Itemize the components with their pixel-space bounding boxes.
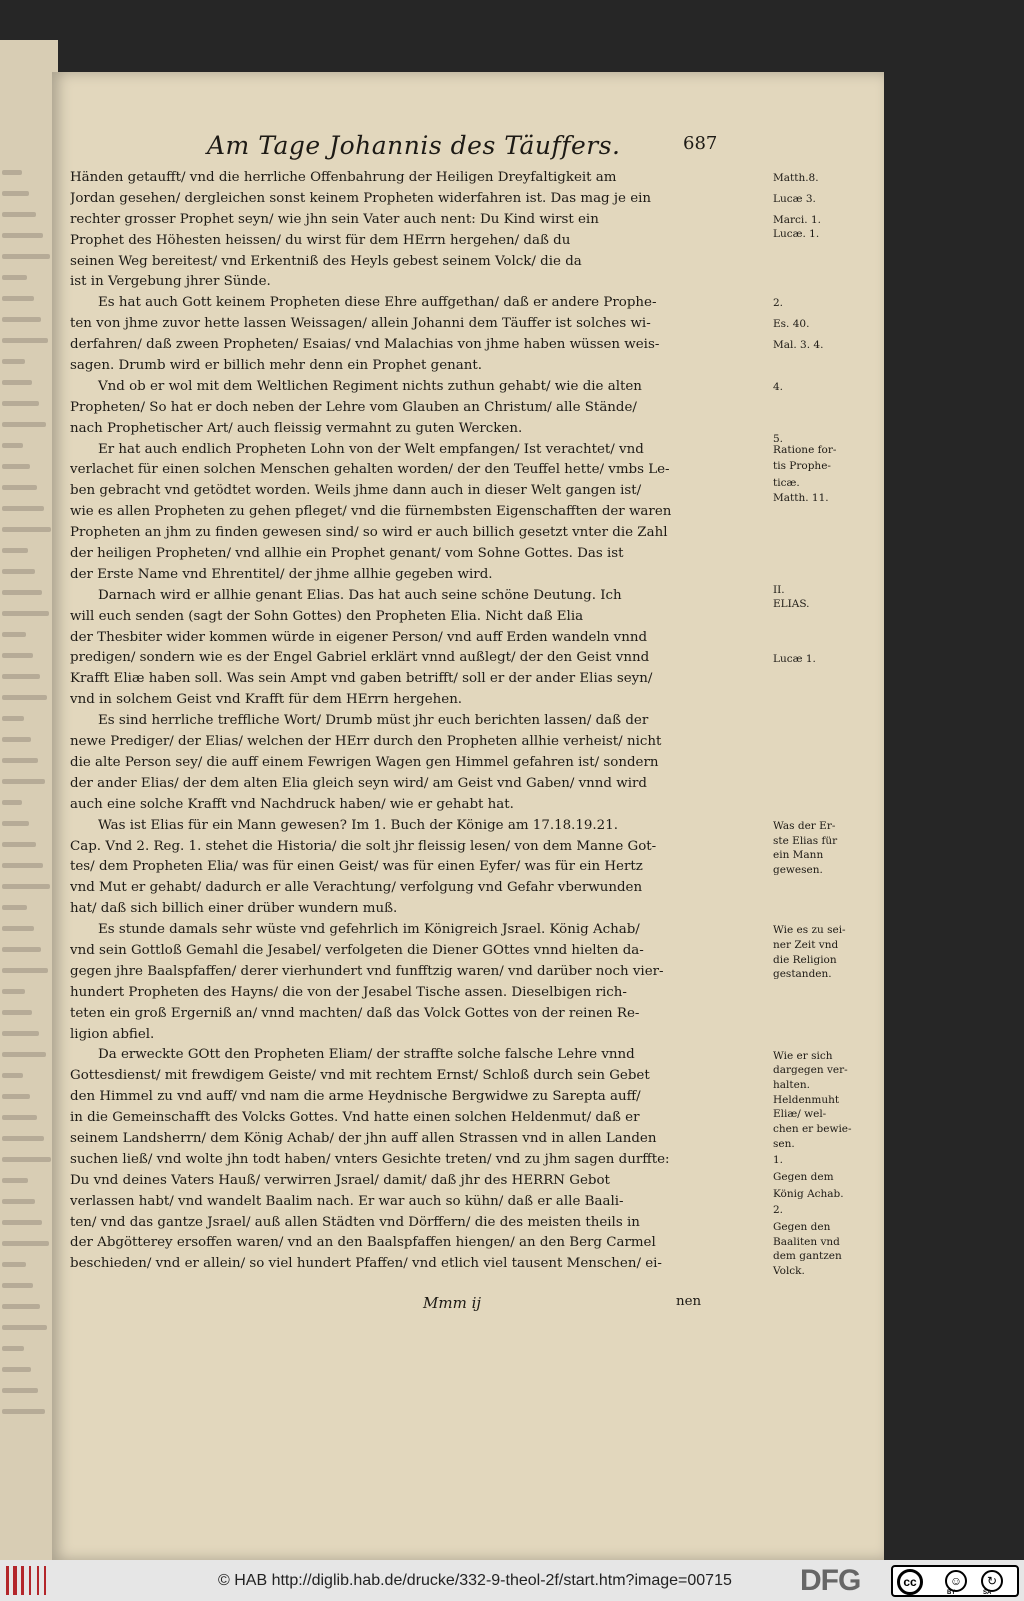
- text-line: Krafft Eliæ haben soll. Was sein Ampt vnd gaben betrifft/ soll er der ander Elias seyn/: [70, 671, 653, 687]
- margin-note: Heldenmuht: [773, 1093, 840, 1106]
- text-line: die alte Person sey/ die auff einem Fewrigen Wagen gen Himmel gefahren ist/ sondern: [70, 754, 659, 770]
- previous-page-edge: [0, 40, 58, 1560]
- bleed-text-stroke: [2, 1136, 44, 1141]
- bleed-text-stroke: [2, 968, 48, 973]
- bleed-text-stroke: [2, 1388, 38, 1393]
- footer-source-link[interactable]: © HAB http://diglib.hab.de/drucke/332-9-theol-2f/start.htm?image=00715: [218, 1572, 732, 1589]
- bleed-text-stroke: [2, 1346, 24, 1351]
- margin-note: Matth.8.: [773, 172, 819, 184]
- bleed-text-stroke: [2, 401, 39, 406]
- bleed-text-stroke: [2, 485, 37, 490]
- text-line: derfahren/ daß zween Propheten/ Esaias/ vnd Malachias von jhme haben wüssen weis-: [70, 337, 660, 353]
- body-text: [70, 168, 852, 1278]
- text-line: ligion abfiel.: [70, 1026, 155, 1042]
- text-line: Prophet des Höhesten heissen/ du wirst für dem HErrn hergehen/ daß du: [70, 232, 571, 248]
- text-line: suchen ließ/ vnd wolte jhn todt haben/ vnters Gesichte treten/ vnd zu jhm sagen durffte:: [70, 1151, 670, 1167]
- margin-note: Lucæ. 1.: [773, 228, 820, 241]
- cc-license-badge[interactable]: [891, 1565, 1019, 1597]
- text-line: Jordan gesehen/ dergleichen sonst keinem Propheten widerfahren ist. Das mag je ein: [70, 190, 652, 206]
- text-line: ist in Vergebung jhrer Sünde.: [70, 274, 271, 290]
- bleed-text-stroke: [2, 737, 31, 742]
- text-line: den Himmel zu vnd auff/ vnd nam die arme Heydnische Bergwidwe zu Sarepta auff/: [70, 1089, 641, 1105]
- text-line: rechter grosser Prophet seyn/ wie jhn sein Vater auch nent: Du Kind wirst ein: [70, 211, 599, 227]
- bleed-text-stroke: [2, 1262, 26, 1267]
- barcode-bar: [37, 1566, 39, 1595]
- margin-note: ELIAS.: [773, 598, 810, 611]
- text-line: ten von jhme zuvor hette lassen Weissagen/ allein Johanni dem Täuffer ist solches wi-: [70, 316, 651, 332]
- bleed-text-stroke: [2, 800, 22, 805]
- bleed-text-stroke: [2, 1199, 35, 1204]
- margin-note: Es. 40.: [773, 318, 810, 331]
- text-line: Es hat auch Gott keinem Propheten diese Ehre auffgethan/ daß er andere Prophe-: [98, 295, 657, 311]
- text-line: beschieden/ vnd er allein/ so viel hundert Pfaffen/ vnd etlich viel tausent Menschen/ ei-: [70, 1256, 662, 1272]
- margin-note: 4.: [773, 381, 784, 393]
- bleed-text-stroke: [2, 443, 23, 448]
- margin-note: ticæ.: [773, 477, 800, 490]
- margin-note: Ratione for-: [773, 443, 837, 456]
- bleed-text-stroke: [2, 1220, 42, 1225]
- bleed-text-stroke: [2, 1178, 28, 1183]
- bleed-text-stroke: [2, 569, 35, 574]
- bleed-text-stroke: [2, 1073, 23, 1078]
- by-label: BY: [947, 1590, 956, 1596]
- text-line: seinen Weg bereitest/ vnd Erkentniß des Heyls gebest seinem Volck/ die da: [70, 253, 582, 269]
- bleed-text-stroke: [2, 1010, 32, 1015]
- bleed-text-stroke: [2, 296, 34, 301]
- text-line: der Erste Name vnd Ehrentitel/ der jhme allhie gegeben wird.: [70, 566, 493, 582]
- text-line: Es sind herrliche treffliche Wort/ Drumb müst jhr euch berichten lassen/ daß der: [98, 713, 649, 729]
- text-line: will euch senden (sagt der Sohn Gottes) den Propheten Elia. Nicht daß Elia: [70, 608, 584, 624]
- text-line: tes/ dem Propheten Elia/ was für einen Geist/ was für einen Eyfer/ was für ein Hertz: [70, 859, 643, 875]
- bleed-text-stroke: [2, 884, 50, 889]
- text-line: hundert Propheten des Hayns/ die von der Jesabel Tische assen. Dieselbigen rich-: [70, 984, 627, 1000]
- bleed-text-stroke: [2, 842, 36, 847]
- margin-note: Baaliten vnd: [773, 1235, 840, 1248]
- text-line: der ander Elias/ der dem alten Elia gleich seyn wird/ am Geist vnd Gaben/ vnnd wird: [70, 775, 647, 791]
- margin-note: II.: [773, 583, 785, 596]
- bleed-text-stroke: [2, 821, 29, 826]
- bleed-text-stroke: [2, 170, 22, 175]
- margin-note: Gegen dem: [773, 1171, 834, 1184]
- margin-note: Was der Er-: [773, 819, 836, 832]
- bleed-text-stroke: [2, 989, 25, 994]
- cc-icon: cc: [897, 1569, 923, 1595]
- bleed-text-stroke: [2, 422, 46, 427]
- margin-note: ein Mann: [773, 849, 824, 862]
- text-line: Es stunde damals sehr wüste vnd gefehrlich im Königreich Jsrael. König Achab/: [98, 922, 640, 938]
- text-line: Darnach wird er allhie genant Elias. Das hat auch seine schöne Deutung. Ich: [98, 587, 622, 603]
- bleed-text-stroke: [2, 1409, 45, 1414]
- text-line: auch eine solche Krafft vnd Nachdruck haben/ wie er gehabt hat.: [70, 796, 514, 812]
- text-line: Gottesdienst/ mit frewdigem Geiste/ vnd mit rechtem Ernst/ Schloß durch sein Gebet: [70, 1068, 650, 1084]
- bleed-text-stroke: [2, 464, 30, 469]
- text-line: Vnd ob er wol mit dem Weltlichen Regiment nichts zuthun gehabt/ wie die alten: [98, 378, 642, 394]
- catchword: nen: [676, 1294, 702, 1309]
- text-line: nach Prophetischer Art/ auch fleissig vermahnt zu guten Wercken.: [70, 420, 523, 436]
- margin-note: 2.: [773, 1204, 784, 1217]
- margin-note: König Achab.: [773, 1187, 844, 1200]
- barcode-bar: [13, 1566, 17, 1595]
- margin-note: ste Elias für: [773, 834, 838, 847]
- margin-note: chen er bewie-: [773, 1122, 852, 1135]
- bleed-text-stroke: [2, 758, 38, 763]
- bleed-text-stroke: [2, 1031, 39, 1036]
- margin-note: Wie er sich: [773, 1049, 833, 1062]
- text-line: newe Prediger/ der Elias/ welchen der HErr durch den Propheten allhie verheist/ nicht: [70, 734, 662, 750]
- barcode-bar: [21, 1566, 24, 1595]
- text-line: wie es allen Propheten zu gehen pfleget/ vnd die fürnembsten Eigenschafften der waren: [70, 504, 672, 520]
- sa-label: SA: [983, 1590, 992, 1596]
- text-line: Er hat auch endlich Propheten Lohn von der Welt empfangen/ Ist verachtet/ vnd: [98, 441, 644, 457]
- margin-note: 5.: [773, 433, 784, 446]
- bleed-text-stroke: [2, 275, 27, 280]
- text-line: Propheten/ So hat er doch neben der Lehre vom Glauben an Christum/ alle Stände/: [70, 399, 637, 415]
- bleed-text-stroke: [2, 1052, 46, 1057]
- text-line: vnd Mut er gehabt/ dadurch er alle Verachtung/ verfolgung vnd Gefahr vberwunden: [70, 880, 643, 896]
- signature-mark: Mmm ij: [423, 1294, 482, 1312]
- text-line: Du vnd deines Vaters Hauß/ verwirren Jsrael/ damit/ daß jhr des HERRN Gebot: [70, 1172, 610, 1188]
- page-number: 687: [683, 133, 718, 154]
- text-line: hat/ daß sich billich einer drüber wundern muß.: [70, 901, 398, 917]
- margin-note: sen.: [773, 1137, 795, 1150]
- bleed-text-stroke: [2, 863, 43, 868]
- bleed-text-stroke: [2, 254, 50, 259]
- bleed-text-stroke: [2, 905, 27, 910]
- text-line: teten ein groß Ergerniß an/ vnnd machten/ daß das Volck Gottes von der reinen Re-: [70, 1005, 640, 1021]
- margin-note: halten.: [773, 1079, 810, 1092]
- bleed-text-stroke: [2, 779, 45, 784]
- text-line: Händen getaufft/ vnd die herrliche Offenbahrung der Heiligen Dreyfaltigkeit am: [70, 170, 617, 185]
- margin-note: Wie es zu sei-: [773, 924, 846, 937]
- text-line: der Abgötterey ersoffen waren/ vnd an den Baalspfaffen hiengen/ an den Berg Carmel: [70, 1235, 656, 1251]
- bleed-text-stroke: [2, 1283, 33, 1288]
- margin-note: gewesen.: [773, 863, 823, 876]
- bleed-text-stroke: [2, 233, 43, 238]
- person-icon: ☺: [945, 1570, 967, 1592]
- text-line: ten/ vnd das gantze Jsrael/ auß allen Städten vnd Dörffern/ die des meisten theils in: [70, 1214, 640, 1230]
- margin-note: Eliæ/ wel-: [773, 1108, 827, 1121]
- bleed-text-stroke: [2, 380, 32, 385]
- bleed-text-stroke: [2, 632, 26, 637]
- margin-note: 1.: [773, 1154, 784, 1167]
- text-line: Propheten an jhm zu finden gewesen sind/ so wird er auch billich gesetzt vnter die Zahl: [70, 525, 668, 541]
- text-line: der Thesbiter wider kommen würde in eigener Person/ vnd auff Erden wandeln vnnd: [70, 629, 648, 645]
- bleed-text-stroke: [2, 653, 33, 658]
- dfg-logo: DFG: [800, 1564, 861, 1597]
- text-line: sagen. Drumb wird er billich mehr denn ein Prophet genant.: [70, 358, 483, 374]
- bleed-text-stroke: [2, 1115, 37, 1120]
- text-line: ben gebracht vnd getödtet worden. Weils jhme dann auch in dieser Welt gangen ist/: [70, 483, 642, 499]
- bleed-text-stroke: [2, 611, 49, 616]
- bleed-text-stroke: [2, 317, 41, 322]
- bleed-text-stroke: [2, 527, 51, 532]
- bleed-text-stroke: [2, 359, 25, 364]
- bleed-text-stroke: [2, 926, 34, 931]
- bleed-text-stroke: [2, 1241, 49, 1246]
- text-line: verlachet für einen solchen Menschen gehalten worden/ der den Teuffel hette/ vmbs Le-: [70, 462, 670, 478]
- margin-note: ner Zeit vnd: [773, 939, 839, 952]
- bleed-text-stroke: [2, 212, 36, 217]
- text-line: Was ist Elias für ein Mann gewesen? Im 1. Buch der Könige am 17.18.19.21.: [98, 817, 618, 833]
- bleed-text-stroke: [2, 1325, 47, 1330]
- bleed-text-stroke: [2, 674, 40, 679]
- margin-note: Marci. 1.: [773, 213, 821, 226]
- margin-note: Lucæ 3.: [773, 192, 816, 205]
- margin-note: 2.: [773, 297, 784, 310]
- text-line: verlassen habt/ vnd wandelt Baalim nach. Er war auch so kühn/ daß er alle Baali-: [70, 1193, 624, 1209]
- text-line: gegen jhre Baalspfaffen/ derer vierhundert vnd funfftzig waren/ vnd darüber noch vier-: [70, 963, 664, 979]
- bleed-text-stroke: [2, 506, 44, 511]
- bleed-text-stroke: [2, 1367, 31, 1372]
- text-line: predigen/ sondern wie es der Engel Gabriel erklärt vnnd außlegt/ der den Geist vnnd: [70, 650, 650, 666]
- bleed-text-stroke: [2, 191, 29, 196]
- hab-barcode-logo: [6, 1566, 48, 1595]
- text-line: seinem Landsherrn/ dem König Achab/ der jhn auff allen Strassen vnd in allen Landen: [70, 1130, 657, 1146]
- text-line: vnd in solchem Geist vnd Krafft für dem HErrn hergehen.: [70, 692, 463, 708]
- text-line: vnd sein Gottloß Gemahl die Jesabel/ verfolgeten die Diener GOttes vnnd hielten da-: [70, 942, 644, 958]
- text-line: der heiligen Propheten/ vnd allhie ein Prophet genant/ vom Sohne Gottes. Das ist: [70, 546, 624, 562]
- bleed-text-stroke: [2, 716, 24, 721]
- barcode-bar: [6, 1566, 9, 1595]
- barcode-bar: [44, 1566, 46, 1595]
- margin-note: tis Prophe-: [773, 460, 831, 473]
- margin-note: Lucæ 1.: [773, 652, 816, 665]
- margin-note: dem gantzen: [773, 1250, 842, 1263]
- margin-note: die Religion: [773, 953, 837, 966]
- bleed-text-stroke: [2, 548, 28, 553]
- margin-note: Volck.: [773, 1265, 805, 1278]
- margin-note: Mal. 3. 4.: [773, 339, 824, 352]
- text-line: Da erweckte GOtt den Propheten Eliam/ der straffte solche falsche Lehre vnnd: [98, 1047, 635, 1063]
- bleed-text-stroke: [2, 695, 47, 700]
- margin-note: dargegen ver-: [773, 1064, 848, 1077]
- bleed-text-stroke: [2, 338, 48, 343]
- text-line: in die Gemeinschafft des Volcks Gottes. Vnd hatte einen solchen Heldenmut/ daß er: [70, 1110, 640, 1126]
- share-alike-icon: ↻: [981, 1570, 1003, 1592]
- margin-note: Matth. 11.: [773, 491, 829, 504]
- bleed-text-stroke: [2, 1157, 51, 1162]
- margin-note: gestanden.: [773, 968, 832, 981]
- margin-note: Gegen den: [773, 1221, 831, 1234]
- bleed-text-stroke: [2, 1304, 40, 1309]
- running-head: Am Tage Johannis des Täuffers.: [207, 131, 621, 160]
- bleed-text-stroke: [2, 1094, 30, 1099]
- text-line: Cap. Vnd 2. Reg. 1. stehet die Historia/ die solt jhr fleissig lesen/ von dem Manne Got-: [70, 838, 657, 854]
- bleed-text-stroke: [2, 590, 42, 595]
- bleed-text-stroke: [2, 947, 41, 952]
- barcode-bar: [29, 1566, 31, 1595]
